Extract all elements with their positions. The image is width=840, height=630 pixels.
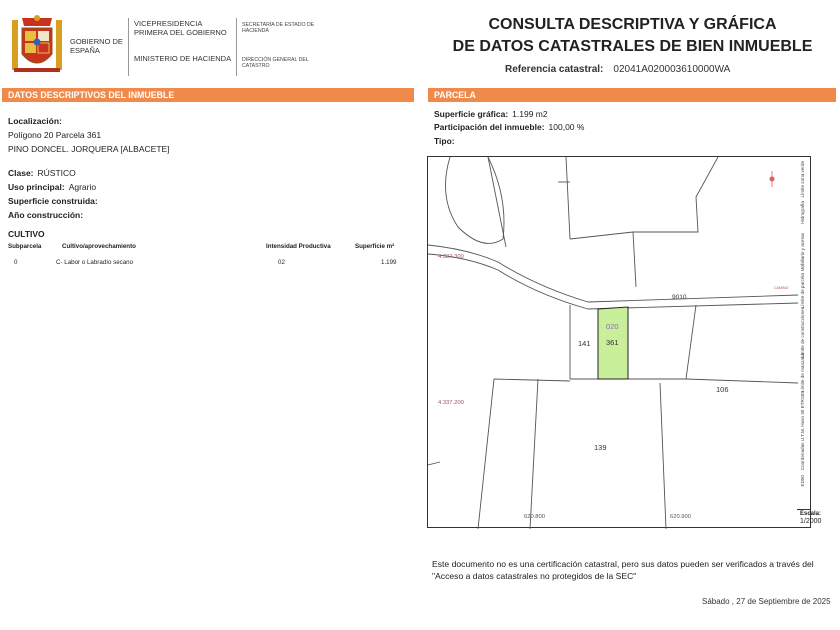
vicepresidencia-label: VICEPRESIDENCIA PRIMERA DEL GOBIERNO	[134, 19, 227, 37]
row-subparcela: 0	[14, 259, 18, 266]
gov-label: GOBIERNO DE ESPAÑA	[70, 37, 123, 55]
document-title	[430, 14, 835, 58]
col-cultivo: Cultivo/aprovechamiento	[62, 243, 136, 250]
row-intensidad: 02	[278, 259, 285, 266]
parcel-139-label: 139	[594, 443, 607, 452]
legend-item: Mobiliario y aceras	[800, 233, 805, 272]
legend-item: Límite de manzana	[800, 353, 805, 393]
localizacion-line-1: Polígono 20 Parcela 361	[8, 130, 102, 140]
coord-y2: 4.337.200	[438, 400, 464, 406]
localizacion-label: Localización:	[8, 116, 62, 126]
secretaria-label: SECRETARÍA DE ESTADO DE HACIENDA	[242, 22, 315, 35]
header-divider	[128, 18, 129, 76]
superficie-grafica-field: Superficie gráfica: 1.199 m2	[434, 109, 548, 119]
legend-item: Límite zona verde	[800, 161, 805, 198]
document-header	[0, 0, 840, 86]
coord-x2: 620.900	[670, 514, 691, 520]
parcel-map	[427, 156, 811, 528]
coat-of-arms-icon	[12, 14, 62, 76]
clase-field: Clase: RÚSTICO	[8, 168, 76, 178]
reference-value: 02041A020003610000WA	[613, 64, 731, 75]
row-superficie: 1.199	[381, 259, 397, 266]
parcel-poligono-label: 020	[606, 322, 619, 331]
anio-construccion-field: Año construcción:	[8, 210, 84, 220]
row-cultivo: C- Labor o Labradío secano	[56, 259, 134, 266]
direccion-label: DIRECCIÓN GENERAL DEL CATASTRO	[242, 57, 309, 70]
legend-item: Límite de parcela	[800, 273, 805, 309]
disclaimer-text: Este documento no es una certificación catastral, pero sus datos pueden ser verificados a través del "Acceso a datos catastrales no protegidos de la SEC"	[432, 559, 814, 581]
parcel-141-label: 141	[578, 339, 591, 348]
title-line-1: CONSULTA DESCRIPTIVA Y GRÁFICA	[488, 16, 777, 33]
section-bar-descriptive: DATOS DESCRIPTIVOS DEL INMUEBLE	[2, 88, 414, 102]
legend-item: ED50	[800, 475, 805, 487]
reference-label: Referencia catastral:	[505, 64, 604, 75]
cultivo-title: CULTIVO	[8, 229, 45, 239]
reference-line	[505, 64, 730, 75]
header-divider	[236, 18, 237, 76]
legend-item: Hidrografía	[800, 201, 805, 224]
map-drawing	[428, 157, 812, 529]
col-subparcela: Subparcela	[8, 243, 42, 250]
legend-item: Coordenadas U.T.M. Huso 30 ETRS89	[800, 391, 805, 471]
participacion-field: Participación del inmueble: 100,00 %	[434, 122, 585, 132]
ministerio-label: MINISTERIO DE HACIENDA	[134, 54, 232, 63]
uso-field: Uso principal: Agrario	[8, 182, 97, 192]
superficie-construida-field: Superficie construida:	[8, 196, 98, 206]
legend-item: Límite de construcciones	[800, 307, 805, 358]
section-bar-parcela: PARCELA	[428, 88, 836, 102]
col-intensidad: Intensidad Productiva	[266, 243, 331, 250]
parcel-106-label: 106	[716, 385, 729, 394]
tipo-field: Tipo:	[434, 136, 455, 146]
coord-x1: 620.800	[524, 514, 545, 520]
road-label: 9010	[672, 294, 687, 301]
scale-label: Escala:	[800, 511, 822, 517]
col-superficie: Superficie m²	[355, 243, 395, 250]
road-small-label: CAMINO	[774, 286, 789, 290]
scale-value: 1/2000	[800, 518, 822, 525]
coord-y1: 4.337.300	[438, 254, 464, 260]
parcel-361-label: 361	[606, 338, 619, 347]
document-date: Sábado , 27 de Septiembre de 2025	[702, 597, 831, 606]
map-legend	[797, 156, 811, 510]
title-line-2: DE DATOS CATASTRALES DE BIEN INMUEBLE	[452, 38, 813, 55]
localizacion-line-2: PINO DONCEL. JORQUERA [ALBACETE]	[8, 144, 170, 154]
